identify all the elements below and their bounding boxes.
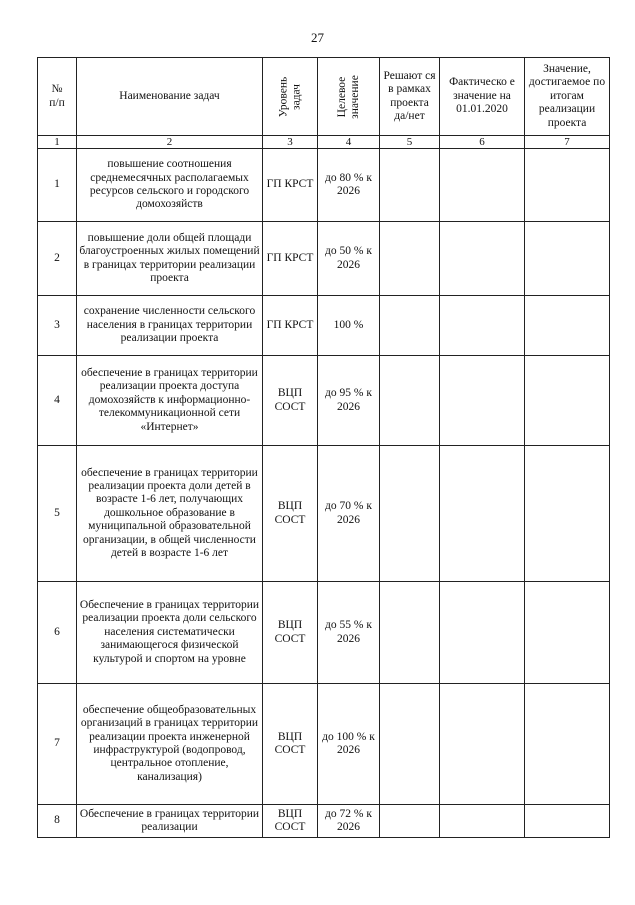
table-row [38,582,610,684]
header-row [38,58,610,136]
task-name: Обеспечение в границах территории реализации [77,805,263,838]
column-number: 1 [38,136,77,149]
actual-value-cell [440,149,525,222]
task-level: ГП КРСТ [263,149,318,222]
decided-cell [380,356,440,446]
achieved-value-cell [525,805,610,838]
header-level-line2: задач [290,83,302,110]
table-row [38,356,610,446]
column-number: 4 [318,136,380,149]
row-number: 7 [38,684,77,805]
actual-value-cell [440,582,525,684]
task-level: ГП КРСТ [263,296,318,356]
column-number: 3 [263,136,318,149]
header-num-line1: № [51,83,63,96]
task-name: Обеспечение в границах территории реализации проекта доли сельского населения систематически занимающегося физической культурой и спортом на уровне [77,582,263,684]
row-number: 8 [38,805,77,838]
table-row [38,684,610,805]
actual-value-cell [440,356,525,446]
actual-value-cell [440,296,525,356]
target-value: до 80 % к 2026 [318,149,380,222]
target-value: до 95 % к 2026 [318,356,380,446]
table-row [38,222,610,296]
task-name: обеспечение общеобразовательных организаций в границах территории реализации проекта инженерной инфраструктурой (водопровод, центральное отопление, канализация) [77,684,263,805]
table-row [38,805,610,838]
header-level-line1: Уровень [277,76,289,117]
column-number: 6 [440,136,525,149]
column-number: 7 [525,136,610,149]
row-number: 5 [38,446,77,582]
row-number: 3 [38,296,77,356]
task-name: обеспечение в границах территории реализации проекта доступа домохозяйств к информационно-телекоммуникационной сети «Интернет» [77,356,263,446]
task-name: сохранение численности сельского населения в границах территории реализации проекта [77,296,263,356]
header-target-line2: значение [348,74,361,119]
column-number: 2 [77,136,263,149]
header-actual: Фактическо е значение на 01.01.2020 [440,58,525,136]
header-num-line2: п/п [49,96,65,109]
page-number: 27 [311,30,324,45]
table-row [38,149,610,222]
achieved-value-cell [525,446,610,582]
header-decided: Решают ся в рамках проекта да/нет [380,58,440,136]
task-level: ВЦП СОСТ [263,446,318,582]
decided-cell [380,805,440,838]
target-value: 100 % [318,296,380,356]
actual-value-cell [440,684,525,805]
task-level: ВЦП СОСТ [263,805,318,838]
task-name: обеспечение в границах территории реализации проекта доли детей в возрасте 1-6 лет, получающих дошкольное образование в муниципальной образовательной организации, в общей численности детей в возрасте 1-6 лет [77,446,263,582]
task-name: повышение соотношения среднемесячных располагаемых ресурсов сельского и городского домохозяйств [77,149,263,222]
column-number-row [38,136,610,149]
header-num [38,58,77,136]
decided-cell [380,446,440,582]
achieved-value-cell [525,222,610,296]
achieved-value-cell [525,296,610,356]
achieved-value-cell [525,149,610,222]
table-row [38,296,610,356]
column-number: 5 [380,136,440,149]
table-row [38,446,610,582]
header-name: Наименование задач [77,58,263,136]
decided-cell [380,149,440,222]
row-number: 2 [38,222,77,296]
decided-cell [380,296,440,356]
target-value: до 70 % к 2026 [318,446,380,582]
row-number: 6 [38,582,77,684]
tasks-table [37,57,610,838]
decided-cell [380,582,440,684]
target-value: до 100 % к 2026 [318,684,380,805]
actual-value-cell [440,222,525,296]
target-value: до 72 % к 2026 [318,805,380,838]
row-number: 1 [38,149,77,222]
task-level: ВЦП СОСТ [263,684,318,805]
task-level: ВЦП СОСТ [263,356,318,446]
header-achieved: Значение, достигаемое по итогам реализации проекта [525,58,610,136]
decided-cell [380,222,440,296]
header-level [263,58,318,136]
task-name: повышение доли общей площади благоустроенных жилых помещений в границах территории реализации проекта [77,222,263,296]
task-level: ВЦП СОСТ [263,582,318,684]
achieved-value-cell [525,582,610,684]
target-value: до 55 % к 2026 [318,582,380,684]
task-level: ГП КРСТ [263,222,318,296]
decided-cell [380,684,440,805]
actual-value-cell [440,446,525,582]
achieved-value-cell [525,356,610,446]
target-value: до 50 % к 2026 [318,222,380,296]
achieved-value-cell [525,684,610,805]
row-number: 4 [38,356,77,446]
actual-value-cell [440,805,525,838]
header-target-line1: Целевое [335,76,348,117]
header-target [318,58,380,136]
